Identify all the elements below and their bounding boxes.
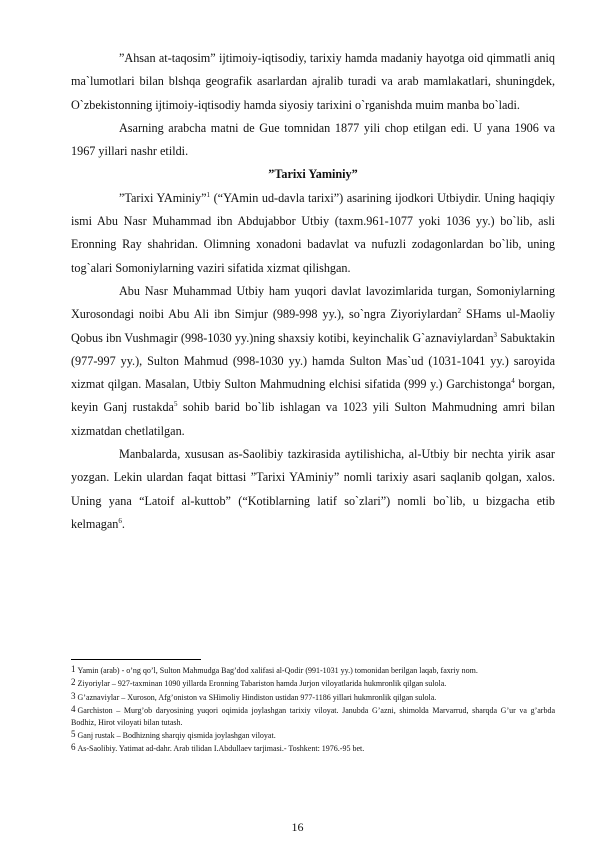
footnote-item: 4 Garchiston – Murg’ob daryosining yuqori oqimida joylashgan tarixiy viloyat. Janubda G’azni, shimolda Marvarrud, sharqda G’ur va g’arbda Bodhiz, Hirot viloyati bilan tutash.	[71, 704, 555, 727]
page-number: 16	[291, 820, 304, 834]
paragraph-sources: Manbalarda, xususan as-Saolibiy tazkirasida aytilishicha, al-Utbiy bir nechta yirik asar yozgan. Lekin ulardan faqat bittasi ”Tarixi YAminiy” nomli tarixiy asari saqlanib qolgan, xalos. Uning yana “Latoif al-kuttob” (“Kotiblarning latif so`zlari”) nomli bo`lib, u bizgacha etib kelmagan$^6$.	[71, 447, 555, 531]
footnote-item: 6 As-Saolibiy. Yatimat ad-dahr. Arab tilidan I.Abdullaev tarjimasi.- Toshkent: 1976.-95 bet.	[71, 742, 365, 754]
footnote-ref-3[interactable]: 3	[493, 330, 498, 339]
footnote-ref-2[interactable]: 2	[457, 307, 462, 316]
section-heading: ”Tarixi Yaminiy”	[268, 167, 358, 182]
footnote-ref-5[interactable]: 5	[173, 400, 178, 409]
footnote-divider	[71, 659, 201, 660]
paragraph-arabic-edition: Asarning arabcha matni de Gue tomnidan 1877 yili chop etilgan edi. U yana 1906 va 1967 yillari nashr etildi.	[71, 120, 555, 159]
footnote-ref-6[interactable]: 6	[118, 516, 122, 525]
footnote-ref-4[interactable]: 4	[511, 377, 515, 386]
footnotes	[71, 664, 555, 756]
main-text	[71, 47, 555, 536]
footnote-item: 3 G’aznaviylar – Xuroson, Afg’oniston va SHimoliy Hindiston ustidan 977-1186 yillari hukmronlik qilgan sulola.	[71, 690, 437, 702]
footnote-ref-1[interactable]: 1	[206, 190, 211, 199]
paragraph-ahsan-intro: ”Ahsan at-taqosim” ijtimoiy-iqtisodiy, tarixiy hamda madaniy hayotga oid qimmatli aniq ma`lumotlari bilan blshqa geografik asarlardan ajralib turadi va arab mamlakatlari, shuningdek, O`zbekistonning ijtimoiy-iqtisodiy hamda siyosiy tarixini o`rganishda muim manba bo`ladi.	[71, 51, 555, 112]
footnote-item: 1 Yamin (arab) - o’ng qo’l, Sulton Mahmudga Bag’dod xalifasi al-Qodir (991-1031 yy.) tomonidan berilgan laqab, faxriy nom.	[71, 664, 478, 675]
paragraph-utbiy-career: Abu Nasr Muhammad Utbiy ham yuqori davlat lavozimlarida turgan, Somoniylarning Xurosondagi noibi Abu Ali ibn Simjur (989-998 yy.), so`ngra Ziyoriylardan$^2$ SHams ul-Maoliy Qobus ibn Vushmagir (998-1030 yy.)ning shaxsiy kotibi, keyinchalik G`aznaviylardan$^3$ Sabuktakin (977-997 yy.), Sulton Mahmud (998-1030 yy.) hamda Sulton Mas`ud (1031-1041 yy.) saroyida xizmat qilgan. Masalan, Utbiy Sulton Mahmudning elchisi sifatida (999 y.) Garchistonga$^4$ borgan, keyin Ganj rustakda$^5$ sohib barid bo`lib ishlagan va 1023 yili Sulton Mahmudning amri bilan xizmatdan chetlatilgan.	[71, 283, 556, 438]
footnote-item: 5 Ganj rustak – Bodhizning sharqiy qismida joylashgan viloyat.	[71, 729, 276, 741]
footnote-item: 2 Ziyoriylar – 927-taxminan 1090 yillarda Eronning Tabariston hamda Jurjon viloyatlarida hukmronlik qilgan sulola.	[71, 677, 447, 689]
paragraph-tarixi-yaminiy: ”Tarixi YAminiy”$^1$ (“YAmin ud-davla tarixi”) asarining ijodkori Utbiydir. Uning haqiqiy ismi Abu Nasr Muhammad ibn Abdujabbor Utbiy (taxm.961-1077 yoki 1036 yy.) bo`lib, asli Eronning Ray shahridan. Olimning xonadoni badavlat va nufuzli zodagonlardan bo`lib, uning tog`alari Somoniylarning vaziri sifatida xizmat qilishgan.	[71, 190, 556, 275]
